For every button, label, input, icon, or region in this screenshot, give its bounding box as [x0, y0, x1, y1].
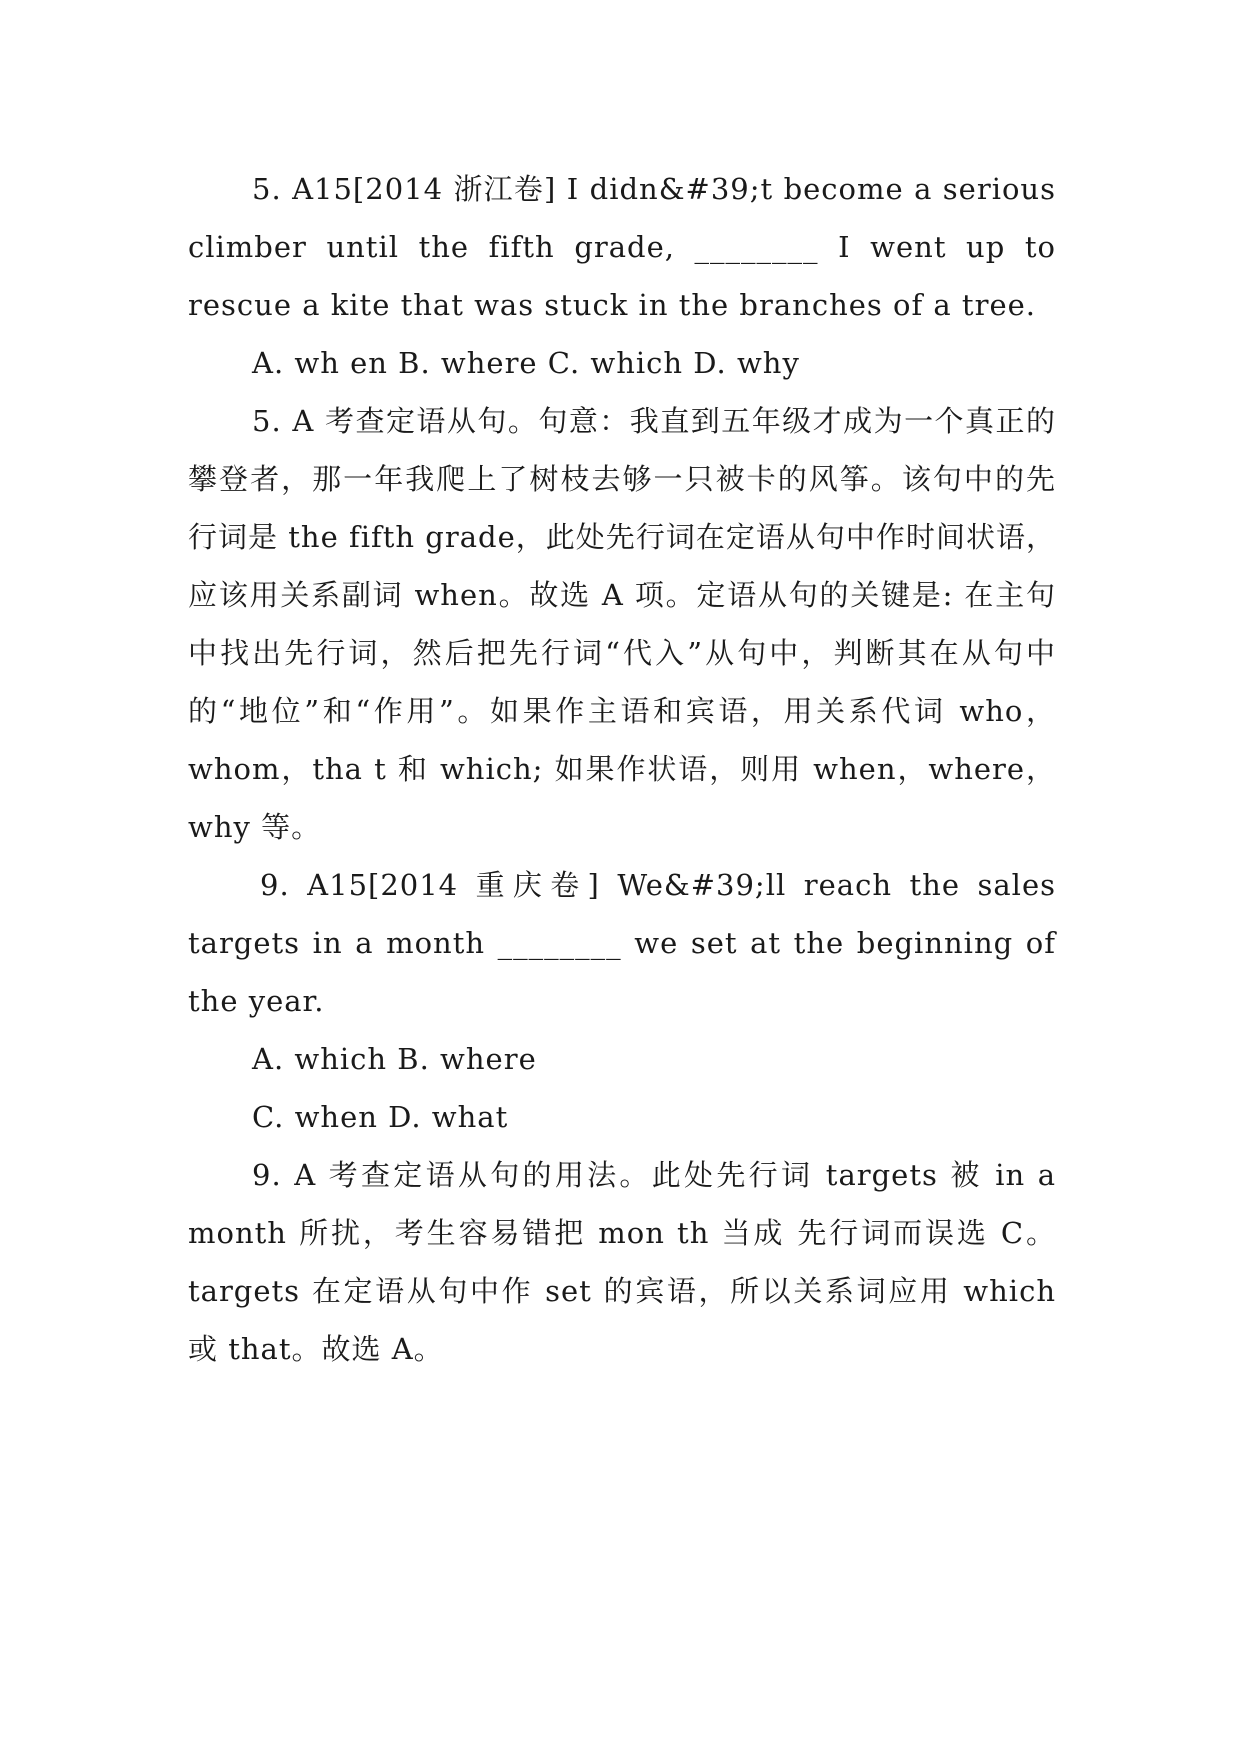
question-9-explanation: 9. A 考查定语从句的用法。此处先行词 targets 被 in a month 所扰，考生容易错把 mon th 当成 先行词而误选 C。targets 在定语从句中作 set 的宾语，所以关系词应用 which 或 that。故选 A。: [188, 1158, 1056, 1366]
question-5-explanation: 5. A 考查定语从句。句意：我直到五年级才成为一个真正的攀登者，那一年我爬上了树枝去够一只被卡的风筝。该句中的先行词是 the fifth grade，此处先行词在定语从句中作时间状语，应该用关系副词 when。故选 A 项。定语从句的关键是: 在主句中找出先行词，然后把先行词“代入”从句中，判断其在从句中的“地位”和“作用”。如果作主语和宾语，用关系代词 who，whom，tha t 和 which; 如果作状语，则用 when，where，why 等。: [188, 404, 1056, 844]
document-page: [188, 160, 1056, 1378]
question-9-stem: 9. A15[2014 重庆卷] We&#39;ll reach the sales targets in a month ________ we set at the beginning of the year.: [188, 868, 1056, 1018]
question-9-options-cd: C. when D. what: [252, 1100, 509, 1134]
question-9-options-ab: A. which B. where: [252, 1042, 537, 1076]
question-5-stem: 5. A15[2014 浙江卷] I didn&#39;t become a serious climber until the fifth grade, ________ I went up to rescue a kite that was stuck in the branches of a tree.: [188, 172, 1056, 322]
question-5-options: A. wh en B. where C. which D. why: [252, 346, 800, 380]
